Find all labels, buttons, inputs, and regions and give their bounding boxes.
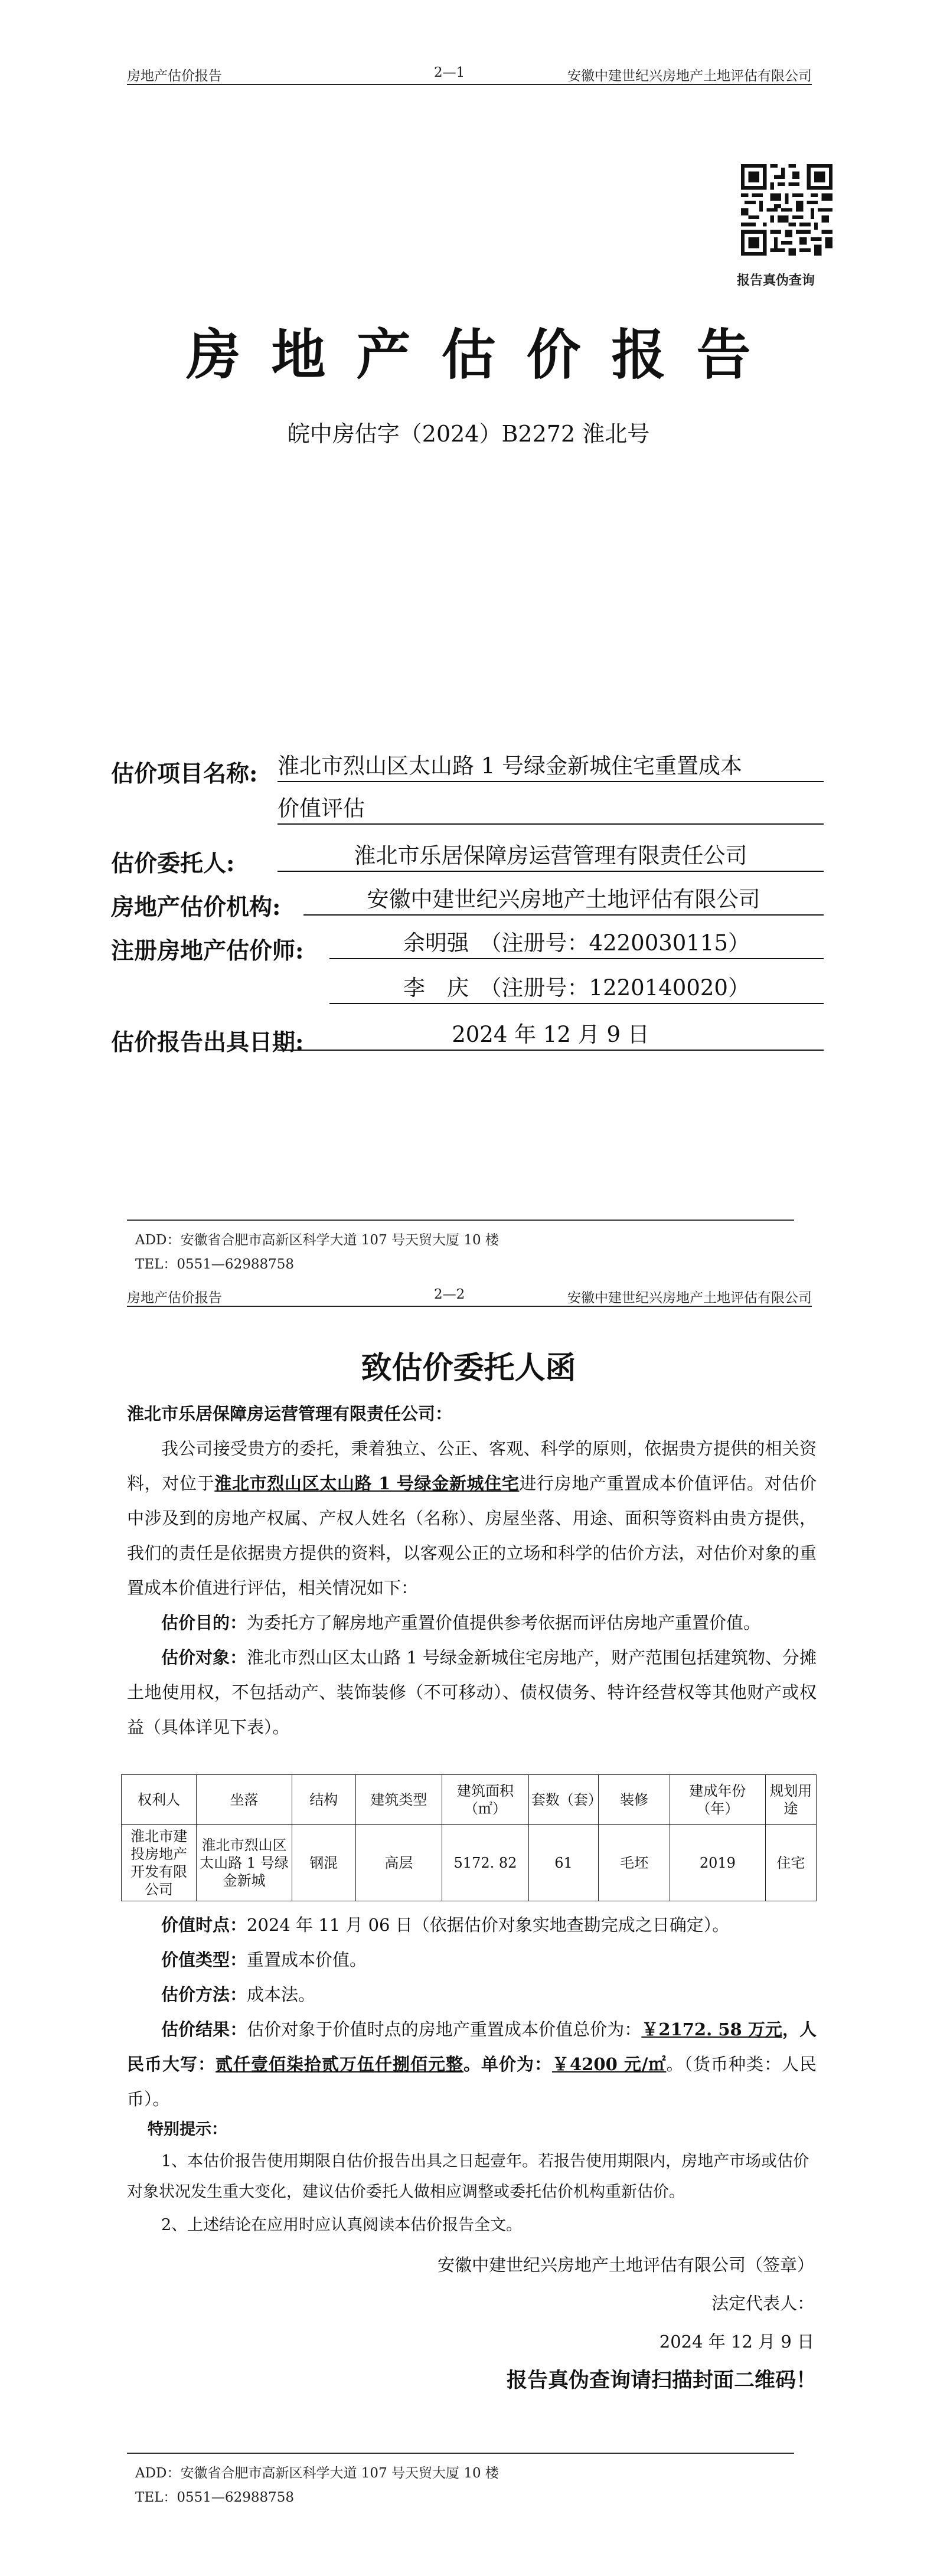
valuer-label: 注册房地产估价师: bbox=[111, 937, 304, 965]
purpose-label: 估价目的： bbox=[161, 1613, 247, 1633]
result-text-c: 。单价为： bbox=[463, 2054, 553, 2074]
header-rule bbox=[127, 84, 812, 85]
value-type-label: 价值类型： bbox=[161, 1950, 247, 1970]
method-text: 成本法。 bbox=[247, 1985, 316, 2005]
special-notice-title: 特别提示： bbox=[148, 2120, 227, 2139]
valuer-1: 余明强 （注册号：4220030115） bbox=[329, 930, 824, 959]
header-report-name: 房地产估价报告 bbox=[127, 68, 222, 84]
footer-phone: TEL：0551—62988758 bbox=[135, 1257, 295, 1272]
table-cell: 2019 bbox=[670, 1825, 766, 1901]
table-cell: 住宅 bbox=[765, 1825, 816, 1901]
valuer-2: 李 庆 （注册号：1220140020） bbox=[329, 975, 824, 1004]
report-number: 皖中房估字（2024）B2272 淮北号 bbox=[287, 421, 650, 447]
agency-label: 房地产估价机构: bbox=[111, 894, 281, 921]
value-type-paragraph bbox=[127, 1943, 817, 1977]
header-company-name: 安徽中建世纪兴房地产土地评估有限公司 bbox=[567, 68, 812, 84]
property-table bbox=[121, 1774, 817, 1901]
table-header-cell: 规划用途 bbox=[765, 1775, 816, 1825]
page2-header bbox=[127, 1281, 812, 1307]
page1-footer bbox=[127, 1220, 794, 1273]
page2-footer bbox=[127, 2453, 794, 2506]
value-time-text: 2024 年 11 月 06 日（依据估价对象实地查勘完成之日确定）。 bbox=[247, 1915, 730, 1935]
object-text: 淮北市烈山区太山路 1 号绿金新城住宅房地产，财产范围包括建筑物、分摊土地使用权，不包括动产、装饰装修（不可移动）、债权债务、特许经营权等其他财产或权益（具体详见下表）。 bbox=[127, 1647, 817, 1737]
header-report-name: 房地产估价报告 bbox=[127, 1290, 222, 1306]
table-row bbox=[122, 1825, 817, 1901]
header-page-number: 2—1 bbox=[434, 65, 465, 80]
table-header-cell: 装修 bbox=[599, 1775, 670, 1825]
table-cell: 淮北市烈山区太山路 1 号绿金新城 bbox=[197, 1825, 292, 1901]
qr-verify-label: 报告真伪查询 bbox=[737, 273, 815, 288]
table-header-cell: 建成年份（年） bbox=[670, 1775, 766, 1825]
footer-phone: TEL：0551—62988758 bbox=[135, 2490, 295, 2505]
signature-date: 2024 年 12 月 9 日 bbox=[659, 2332, 814, 2352]
table-cell: 淮北市建投房地产开发有限公司 bbox=[122, 1825, 197, 1901]
object-paragraph bbox=[127, 1640, 817, 1745]
issue-date-label: 估价报告出具日期: bbox=[111, 1029, 304, 1056]
project-name-line1: 淮北市烈山区太山路 1 号绿金新城住宅重置成本 bbox=[277, 753, 824, 782]
p1-property-address: 淮北市烈山区太山路 1 号绿金新城住宅 bbox=[214, 1473, 520, 1493]
legal-representative: 法定代表人： bbox=[711, 2293, 814, 2313]
result-paragraph bbox=[127, 2012, 817, 2117]
table-header-cell: 建筑面积（㎡） bbox=[442, 1775, 529, 1825]
special-note-1: 1、本估价报告使用期限自估价报告出具之日起壹年。若报告使用期限内，房地产市场或估价对象状况发生重大变化，建议估价委托人做相应调整或委托估价机构重新估价。 bbox=[127, 2152, 809, 2201]
table-header-cell: 建筑类型 bbox=[355, 1775, 442, 1825]
purpose-text: 为委托方了解房地产重置价值提供参考依据而评估房地产重置价值。 bbox=[247, 1613, 761, 1633]
letter-paragraph-1 bbox=[127, 1431, 817, 1606]
verification-note: 报告真伪查询请扫描封面二维码！ bbox=[506, 2368, 817, 2392]
footer-address: ADD：安徽省合肥市高新区科学大道 107 号天贸大厦 10 楼 bbox=[135, 1233, 499, 1248]
table-cell: 5172. 82 bbox=[442, 1825, 529, 1901]
table-header-cell: 坐落 bbox=[197, 1775, 292, 1825]
table-header-cell: 套数（套） bbox=[528, 1775, 599, 1825]
project-name-line2: 价值评估 bbox=[277, 795, 824, 825]
footer-rule bbox=[127, 2453, 794, 2454]
letter-title: 致估价委托人函 bbox=[361, 1350, 576, 1386]
table-header-cell: 权利人 bbox=[122, 1775, 197, 1825]
agency-value: 安徽中建世纪兴房地产土地评估有限公司 bbox=[303, 886, 824, 916]
method-paragraph bbox=[127, 1977, 817, 2012]
result-unit-price: ￥4200 元/㎡ bbox=[552, 2054, 667, 2074]
result-uppercase: 贰仟壹佰柒拾贰万伍仟捌佰元整 bbox=[216, 2054, 464, 2074]
header-page-number: 2—2 bbox=[434, 1287, 465, 1302]
p1-text-a: 我公司接受贵方的委托，秉着独立、公正、客观、科学的原则，依据贵方提供的相关资料，对位于 bbox=[127, 1439, 817, 1493]
object-label: 估价对象： bbox=[161, 1647, 247, 1668]
table-header-row bbox=[122, 1775, 817, 1825]
letter-recipient: 淮北市乐居保障房运营管理有限责任公司： bbox=[127, 1404, 453, 1424]
table-header-cell: 结构 bbox=[292, 1775, 355, 1825]
method-label: 估价方法： bbox=[161, 1985, 247, 2005]
result-total: ￥2172. 58 万元 bbox=[641, 2019, 782, 2039]
page1-header bbox=[127, 59, 812, 85]
table-cell: 钢混 bbox=[292, 1825, 355, 1901]
client-value: 淮北市乐居保障房运营管理有限责任公司 bbox=[277, 842, 824, 872]
p1-text-c: 进行房地产重置成本价值评估。对估价中涉及到的房地产权属、产权人姓名（名称）、房屋坐落、用途、面积等资料由贵方提供，我们的责任是依据贵方提供的资料，以客观公正的立场和科学的估价方法，对估价对象的重置成本价值进行评估，相关情况如下： bbox=[127, 1473, 817, 1598]
footer-address: ADD：安徽省合肥市高新区科学大道 107 号天贸大厦 10 楼 bbox=[135, 2466, 499, 2481]
project-name-label: 估价项目名称: bbox=[111, 760, 258, 787]
header-rule bbox=[127, 1306, 812, 1307]
result-text-d: 。（货币种类：人民币）。 bbox=[127, 2054, 817, 2109]
special-note-2: 2、上述结论在应用时应认真阅读本估价报告全文。 bbox=[161, 2216, 523, 2234]
result-text-a: 估价对象于价值时点的房地产重置成本价值总价为： bbox=[247, 2019, 642, 2039]
result-label: 估价结果： bbox=[161, 2019, 247, 2039]
cover-title: 房地产估价报告 bbox=[186, 323, 782, 387]
table-cell: 高层 bbox=[355, 1825, 442, 1901]
table-cell: 毛坯 bbox=[599, 1825, 670, 1901]
value-time-paragraph bbox=[127, 1908, 817, 1943]
client-label: 估价委托人: bbox=[111, 850, 235, 877]
footer-rule bbox=[127, 1220, 794, 1221]
result-text-b: ，人民币大写： bbox=[127, 2019, 817, 2074]
qr-code-icon[interactable] bbox=[741, 164, 832, 256]
issue-date-value: 2024 年 12 月 9 日 bbox=[277, 1021, 824, 1051]
company-signature: 安徽中建世纪兴房地产土地评估有限公司（签章） bbox=[437, 2255, 814, 2275]
value-type-text: 重置成本价值。 bbox=[247, 1950, 367, 1970]
value-time-label: 价值时点： bbox=[161, 1915, 247, 1935]
table-cell: 61 bbox=[528, 1825, 599, 1901]
purpose-paragraph bbox=[127, 1606, 817, 1640]
header-company-name: 安徽中建世纪兴房地产土地评估有限公司 bbox=[567, 1290, 812, 1306]
